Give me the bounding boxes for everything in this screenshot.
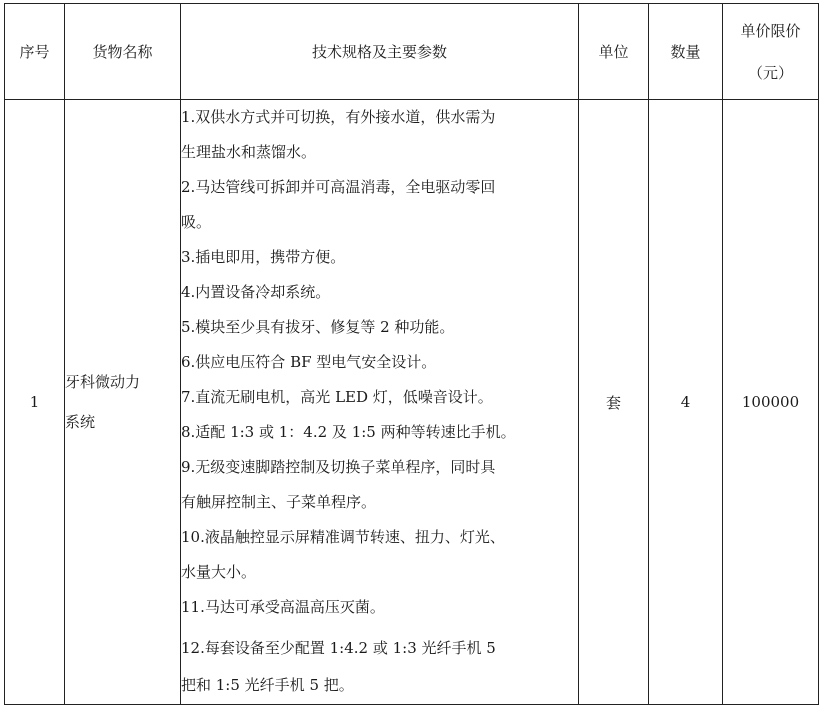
header-name: 货物名称 (65, 4, 181, 100)
spec-line: 2.马达管线可拆卸并可高温消毒，全电驱动零回 (181, 178, 496, 196)
spec-line: 1.双供水方式并可切换，有外接水道，供水需为 (181, 108, 496, 126)
spec-line: 把和 1:5 光纤手机 5 把。 (181, 676, 354, 694)
table-row (5, 100, 819, 705)
header-price (723, 4, 819, 100)
cell-price: 100000 (723, 100, 819, 705)
procurement-spec-table (4, 3, 819, 705)
header-unit: 单位 (579, 4, 649, 100)
spec-line: 12.每套设备至少配置 1:4.2 或 1:3 光纤手机 5 (181, 639, 496, 657)
spec-line: 9.无级变速脚踏控制及切换子菜单程序，同时具 (181, 458, 496, 476)
cell-name (65, 100, 181, 705)
header-qty: 数量 (649, 4, 723, 100)
cell-index: 1 (5, 100, 65, 705)
spec-line: 4.内置设备冷却系统。 (181, 283, 331, 301)
spec-line: 7.直流无刷电机，高光 LED 灯，低噪音设计。 (181, 388, 493, 406)
spec-line: 8.适配 1:3 或 1：4.2 及 1:5 两种等转速比手机。 (181, 423, 516, 441)
spec-line: 5.模块至少具有拔牙、修复等 2 种功能。 (181, 318, 455, 336)
cell-unit: 套 (579, 100, 649, 705)
header-price-line2: （元） (747, 63, 793, 82)
spec-line: 10.液晶触控显示屏精准调节转速、扭力、灯光、 (181, 528, 505, 546)
cell-qty: 4 (649, 100, 723, 705)
spec-line: 3.插电即用，携带方便。 (181, 248, 346, 266)
header-row (5, 4, 819, 100)
cell-name-line2: 系统 (65, 413, 96, 431)
spec-line: 6.供应电压符合 BF 型电气安全设计。 (181, 353, 437, 371)
header-index: 序号 (5, 4, 65, 100)
header-specs: 技术规格及主要参数 (181, 4, 579, 100)
spec-line: 有触屏控制主、子菜单程序。 (181, 493, 377, 511)
cell-specs (181, 100, 579, 705)
spec-line: 11.马达可承受高温高压灭菌。 (181, 598, 385, 616)
cell-name-line1: 牙科微动力 (65, 373, 141, 391)
spec-line: 吸。 (181, 213, 212, 231)
header-price-line1: 单价限价 (740, 21, 801, 40)
spec-line: 生理盐水和蒸馏水。 (181, 143, 317, 161)
spec-line: 水量大小。 (181, 563, 257, 581)
